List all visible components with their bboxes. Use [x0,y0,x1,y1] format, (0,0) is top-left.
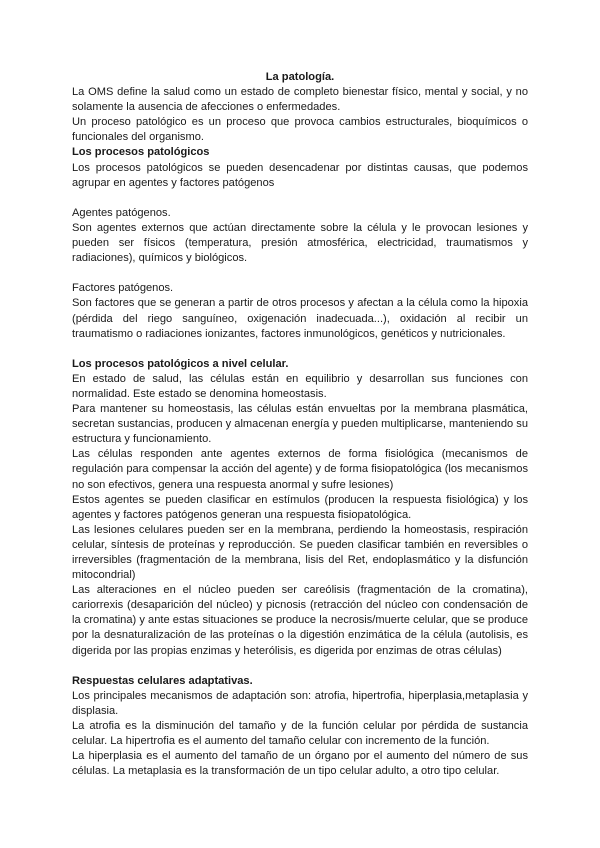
intro-paragraph: Un proceso patológico es un proceso que provoca cambios estructurales, bioquímicos o funcionales del organismo. [72,116,528,144]
section-heading: Respuestas celulares adaptativas. [72,674,253,687]
spacer [72,342,528,357]
section-paragraph: Son agentes externos que actúan directamente sobre la célula y le provocan lesiones y pueden ser físicos (temperatura, presión atmosférica, electricidad, traumatismos y radiaciones), químicos y biológicos. [72,221,528,265]
subsection-title: Factores patógenos. [72,282,174,295]
section-paragraph: En estado de salud, las células están en equilibrio y desarrollan sus funciones con normalidad. Este estado se denomina homeostasis. [72,372,528,400]
section-paragraph: Estos agentes se pueden clasificar en estímulos (producen la respuesta fisiológica) y los agentes y factores patógenos generan una respuesta fisiopatológica. [72,493,528,521]
section-paragraph: Las células responden ante agentes externos de forma fisiológica (mecanismos de regulación para compensar la acción del agente) y de forma fisiopatológica (los mecanismos no son efectivos, genera una respuesta anormal y sufre lesiones) [72,448,528,491]
section-paragraph: Para mantener su homeostasis, las células están envueltas por la membrana plasmática, secretan sustancias, producen y almacenan energía y pueden multiplicarse, manteniendo su estructura y funcionamiento. [72,403,528,446]
section-heading: Los procesos patológicos a nivel celular. [72,357,289,370]
document-title: La patología. [265,71,335,83]
section-paragraph: La hiperplasia es el aumento del tamaño de un órgano por el aumento del número de sus células. La metaplasia es la transformación de un tipo celular adulto, a otro tipo celular. [72,750,528,778]
section-paragraph: Son factores que se generan a partir de otros procesos y afectan a la célula como la hipoxia (pérdida del riego sanguíneo, oxigenación inadecuada...), oxidación al recibir un traumatismo o radiaciones ionizantes, factores inmunológicos, genéticos y nutricionales. [72,297,528,340]
section-paragraph: Las lesiones celulares pueden ser en la membrana, perdiendo la homeostasis, respiración celular, síntesis de proteínas y reproducción. Se pueden clasificar también en reversibles o irreversibles (fragmentación de la membrana, lisis del Ret, endoplasmático y la disfunción mitocondrial) [72,523,528,582]
spacer [72,191,528,206]
section-paragraph: Los procesos patológicos se pueden desencadenar por distintas causas, que podemos agrupar en agentes y factores patógenos [72,161,528,189]
section-heading: Los procesos patológicos [72,146,210,159]
intro-paragraph: La OMS define la salud como un estado de completo bienestar físico, mental y social, y no solamente la ausencia de afecciones o enfermedades. [72,86,528,114]
subsection-title: Agentes patógenos. [72,206,171,219]
section-paragraph: La atrofia es la disminución del tamaño y de la función celular por pérdida de sustancia celular. La hipertrofia es el aumento del tamaño celular con incremento de la función. [72,720,528,748]
section-paragraph: Los principales mecanismos de adaptación son: atrofia, hipertrofia, hiperplasia,metaplasia y displasia. [72,689,528,717]
document-body [72,70,528,779]
section-paragraph: Las alteraciones en el núcleo pueden ser careólisis (fragmentación de la cromatina), cariorrexis (desaparición del núcleo) y picnosis (retracción del núcleo con condensación de la cromatina) y ante estas situaciones se produce la necrosis/muerte celular, que se produce por la desnaturalización de las proteínas o la digestión enzimática de la célula (autolisis, es digerida por las propias enzimas y heterólisis, es digerida por enzimas de otras células) [72,584,528,657]
spacer [72,266,528,281]
spacer [72,659,528,674]
